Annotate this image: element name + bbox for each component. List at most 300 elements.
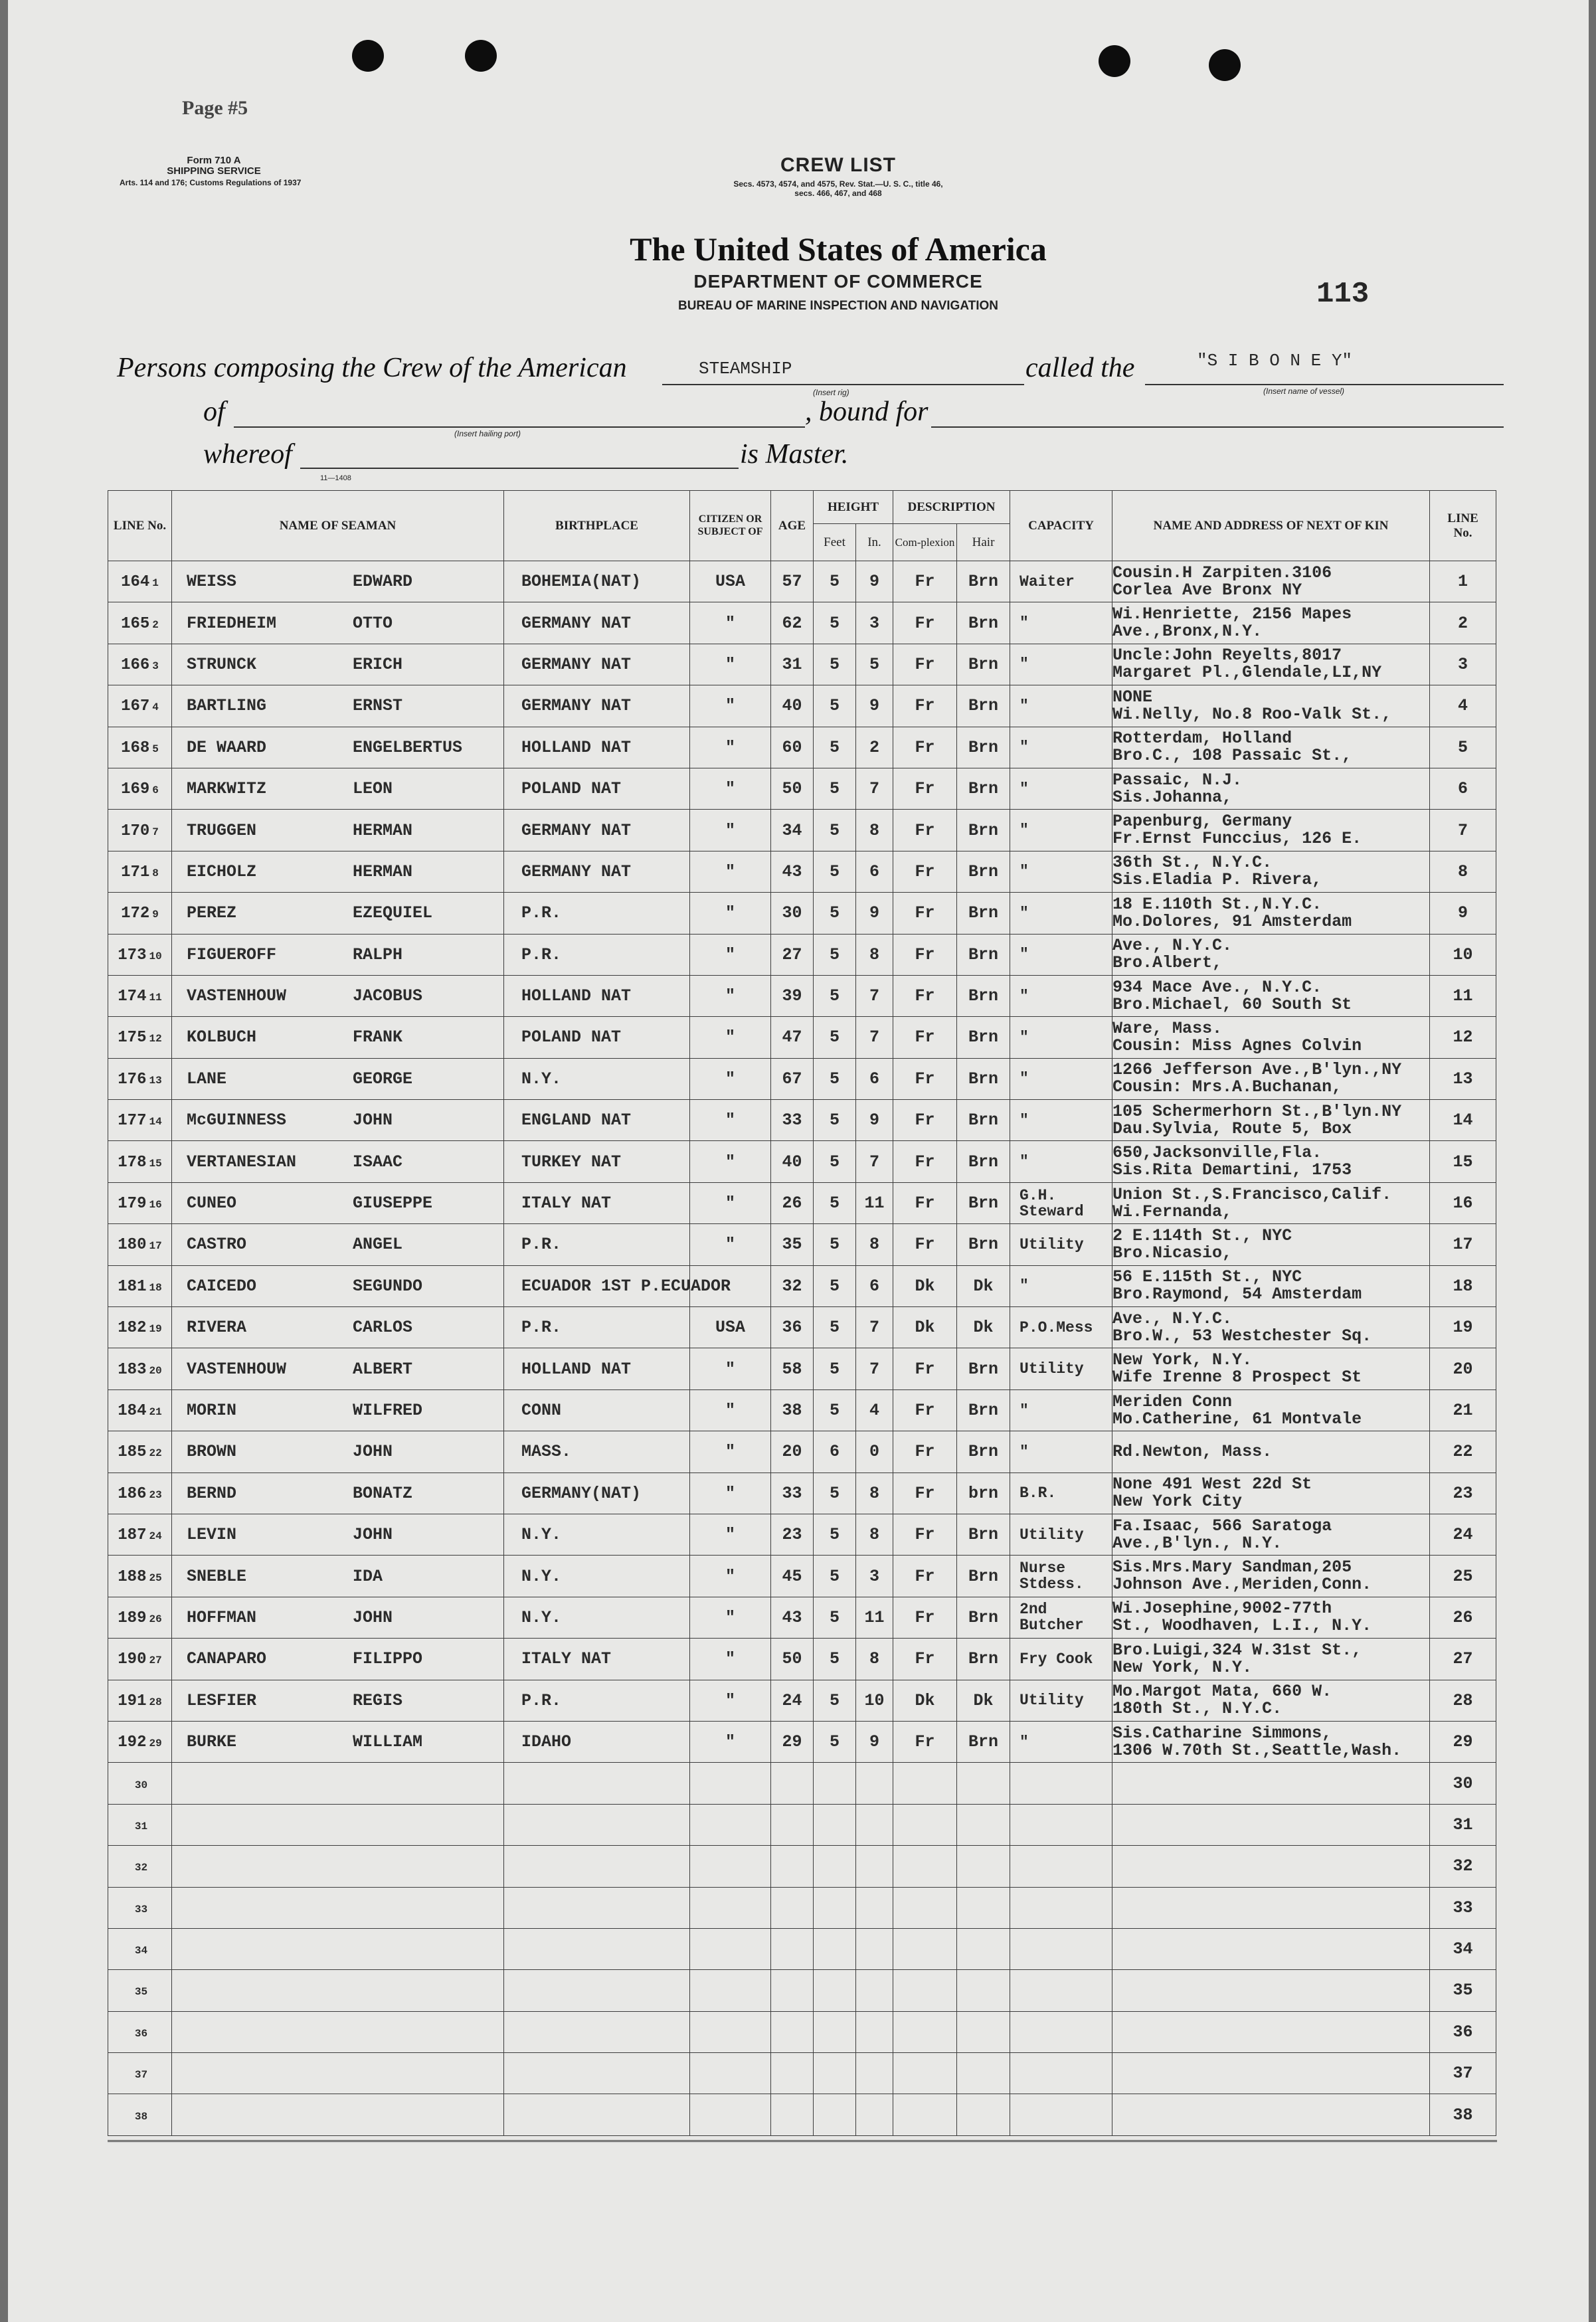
next-of-kin-cell	[1112, 2053, 1430, 2094]
seaman-number: 191	[118, 1692, 147, 1710]
next-of-kin-cell	[1112, 1597, 1430, 1638]
seaman-name-cell	[172, 2053, 504, 2094]
next-of-kin-line-2: Bro.Nicasio,	[1112, 1243, 1233, 1263]
seaman-given-name: WILLIAM	[353, 1732, 423, 1752]
seaman-surname: CANAPARO	[187, 1649, 267, 1669]
seaman-given-name: ANGEL	[353, 1235, 403, 1255]
line-number: 13	[149, 1074, 162, 1087]
seaman-number: 186	[118, 1484, 147, 1503]
line-number-cell	[108, 685, 172, 727]
seaman-surname: MORIN	[187, 1401, 237, 1420]
bound-for-label: , bound for	[805, 397, 929, 427]
height-inches-cell: 9	[856, 685, 893, 727]
citizen-cell: "	[690, 1556, 771, 1597]
height-inches-cell: 5	[856, 644, 893, 685]
birthplace-cell: P.R.	[504, 1307, 690, 1348]
line-number-right: 6	[1430, 768, 1496, 809]
line-number-cell	[108, 1265, 172, 1306]
line-number-cell	[108, 1431, 172, 1473]
height-feet-cell	[814, 1928, 856, 1969]
line-number: 21	[149, 1406, 162, 1418]
next-of-kin-cell	[1112, 1100, 1430, 1141]
line-number: 23	[149, 1488, 162, 1501]
seaman-name-cell	[172, 2011, 504, 2052]
table-row	[108, 810, 1496, 851]
citizen-cell: "	[690, 1721, 771, 1762]
next-of-kin-cell	[1112, 768, 1430, 809]
col-hair: Hair	[957, 524, 1010, 561]
capacity-cell	[1010, 1846, 1112, 1887]
line-number: 32	[134, 1862, 148, 1874]
seaman-number: 189	[118, 1609, 147, 1627]
line-number: 8	[152, 867, 159, 879]
page-label: Page #5	[182, 97, 248, 119]
seaman-number: 167	[121, 697, 150, 716]
capacity-cell: B.R.	[1010, 1473, 1112, 1514]
seaman-number: 181	[118, 1277, 147, 1296]
birthplace-cell	[504, 2094, 690, 2135]
seaman-number: 165	[121, 614, 150, 633]
seaman-number: 172	[121, 905, 150, 923]
age-cell: 38	[771, 1389, 814, 1431]
punch-hole	[352, 40, 384, 72]
table-row	[108, 934, 1496, 975]
height-inches-cell: 11	[856, 1182, 893, 1223]
height-feet-cell	[814, 1970, 856, 2011]
table-row	[108, 1804, 1496, 1845]
complexion-cell: Fr	[893, 810, 957, 851]
col-height: HEIGHT	[814, 491, 893, 524]
next-of-kin-cell	[1112, 1928, 1430, 1969]
seaman-surname: KOLBUCH	[187, 1027, 257, 1047]
age-cell: 40	[771, 1141, 814, 1182]
complexion-cell: Fr	[893, 1597, 957, 1638]
height-inches-cell: 7	[856, 1141, 893, 1182]
line-number-right: 14	[1430, 1100, 1496, 1141]
next-of-kin-cell	[1112, 1224, 1430, 1265]
birthplace-cell: GERMANY NAT	[504, 810, 690, 851]
complexion-cell: Fr	[893, 975, 957, 1016]
height-feet-cell: 5	[814, 1058, 856, 1099]
seaman-name-cell	[172, 1141, 504, 1182]
seaman-given-name: ALBERT	[353, 1359, 413, 1379]
capacity-cell: "	[1010, 975, 1112, 1016]
capacity-cell: "	[1010, 685, 1112, 727]
seaman-number: 171	[121, 863, 150, 881]
next-of-kin-cell	[1112, 1639, 1430, 1680]
height-feet-cell: 5	[814, 1597, 856, 1638]
height-feet-cell: 5	[814, 1389, 856, 1431]
seaman-name-cell	[172, 1017, 504, 1058]
citizen-cell: "	[690, 1514, 771, 1555]
next-of-kin-line-1: Wi.Henriette, 2156 Mapes	[1112, 604, 1352, 624]
complexion-cell	[893, 1846, 957, 1887]
hair-cell	[957, 2011, 1010, 2052]
col-name: NAME OF SEAMAN	[172, 491, 504, 561]
next-of-kin-line-2: 1306 W.70th St.,Seattle,Wash.	[1112, 1740, 1402, 1760]
next-of-kin-line-2: Bro.Michael, 60 South St	[1112, 994, 1352, 1014]
next-of-kin-line-1: 934 Mace Ave., N.Y.C.	[1112, 977, 1322, 997]
line-number-right: 17	[1430, 1224, 1496, 1265]
height-inches-cell	[856, 1970, 893, 2011]
height-inches-cell	[856, 1804, 893, 1845]
next-of-kin-line-2: Bro.W., 53 Westchester Sq.	[1112, 1326, 1372, 1346]
line-number-cell	[108, 1721, 172, 1762]
line-number: 11	[149, 992, 162, 1004]
vessel-hint: (Insert name of vessel)	[1263, 387, 1345, 396]
hair-cell: Brn	[957, 1639, 1010, 1680]
next-of-kin-line-2: Mo.Dolores, 91 Amsterdam	[1112, 911, 1352, 931]
capacity-cell: G.H. Steward	[1010, 1182, 1112, 1223]
capacity-cell: "	[1010, 1017, 1112, 1058]
line-number-right: 21	[1430, 1389, 1496, 1431]
col-line-no: LINE No.	[108, 491, 172, 561]
capacity-cell: "	[1010, 1100, 1112, 1141]
citizen-cell	[690, 2053, 771, 2094]
line-number: 7	[152, 826, 159, 838]
next-of-kin-cell	[1112, 1141, 1430, 1182]
age-cell	[771, 1887, 814, 1928]
seaman-surname: EICHOLZ	[187, 861, 257, 881]
citizen-cell: "	[690, 851, 771, 892]
next-of-kin-line-1: Bro.Luigi,324 W.31st St.,	[1112, 1640, 1362, 1660]
col-complexion: Com-plexion	[893, 524, 957, 561]
seaman-given-name: OTTO	[353, 613, 393, 633]
form-service: SHIPPING SERVICE	[167, 165, 261, 177]
next-of-kin-line-1: Ave., N.Y.C.	[1112, 936, 1233, 956]
birthplace-cell: ENGLAND NAT	[504, 1100, 690, 1141]
rig-hint: (Insert rig)	[813, 388, 849, 397]
col-citizen: CITIZEN OR SUBJECT OF	[690, 491, 771, 561]
hair-cell: Brn	[957, 1597, 1010, 1638]
height-inches-cell: 8	[856, 934, 893, 975]
next-of-kin-cell	[1112, 1473, 1430, 1514]
hair-cell: Brn	[957, 1182, 1010, 1223]
height-inches-cell: 6	[856, 1265, 893, 1306]
line-number: 35	[134, 1986, 148, 1999]
next-of-kin-line-1: 2 E.114th St., NYC	[1112, 1225, 1292, 1245]
capacity-cell: "	[1010, 810, 1112, 851]
citizen-cell	[690, 2094, 771, 2135]
next-of-kin-line-1: Union St.,S.Francisco,Calif.	[1112, 1184, 1392, 1204]
seaman-given-name: JACOBUS	[353, 986, 423, 1006]
complexion-cell: Fr	[893, 1141, 957, 1182]
col-age: AGE	[771, 491, 814, 561]
height-feet-cell: 5	[814, 1473, 856, 1514]
seaman-name-cell	[172, 851, 504, 892]
port-underline	[234, 426, 805, 428]
next-of-kin-cell	[1112, 810, 1430, 851]
citizen-cell	[690, 1846, 771, 1887]
whereof-label: whereof	[203, 439, 292, 470]
next-of-kin-line-2: New York City	[1112, 1492, 1243, 1512]
line-number-cell	[108, 1141, 172, 1182]
age-cell: 31	[771, 644, 814, 685]
line-number-right: 31	[1430, 1804, 1496, 1845]
line-number-right: 9	[1430, 893, 1496, 934]
form-title-block	[606, 154, 1071, 198]
next-of-kin-line-2: Wi.Fernanda,	[1112, 1202, 1233, 1221]
line-number-right: 18	[1430, 1265, 1496, 1306]
height-inches-cell: 4	[856, 1389, 893, 1431]
height-inches-cell	[856, 1846, 893, 1887]
birthplace-cell: N.Y.	[504, 1597, 690, 1638]
capacity-cell: 2nd Butcher	[1010, 1597, 1112, 1638]
line-number-cell	[108, 2011, 172, 2052]
seaman-given-name: ENGELBERTUS	[353, 737, 463, 757]
complexion-cell	[893, 1887, 957, 1928]
next-of-kin-line-2: Mo.Catherine, 61 Montvale	[1112, 1409, 1362, 1429]
seaman-given-name: GIUSEPPE	[353, 1194, 433, 1213]
birthplace-cell: P.R.	[504, 1680, 690, 1721]
next-of-kin-cell	[1112, 1058, 1430, 1099]
seaman-number: 185	[118, 1443, 147, 1462]
birthplace-cell	[504, 1804, 690, 1845]
line-number-right: 3	[1430, 644, 1496, 685]
hair-cell: Dk	[957, 1265, 1010, 1306]
height-feet-cell	[814, 1804, 856, 1845]
age-cell: 47	[771, 1017, 814, 1058]
port-hint: (Insert hailing port)	[454, 429, 521, 438]
next-of-kin-line-2: Wi.Nelly, No.8 Roo-Valk St.,	[1112, 704, 1392, 724]
next-of-kin-cell	[1112, 644, 1430, 685]
table-row	[108, 561, 1496, 602]
height-inches-cell	[856, 1763, 893, 1804]
next-of-kin-line-1: Mo.Margot Mata, 660 W.	[1112, 1682, 1332, 1702]
hair-cell	[957, 1846, 1010, 1887]
line-number-cell	[108, 768, 172, 809]
complexion-cell: Fr	[893, 1348, 957, 1389]
complexion-cell: Fr	[893, 602, 957, 644]
seaman-name-cell	[172, 561, 504, 602]
line-number: 2	[152, 618, 159, 631]
capacity-cell: Utility	[1010, 1224, 1112, 1265]
next-of-kin-line-1: 650,Jacksonville,Fla.	[1112, 1143, 1322, 1163]
next-of-kin-line-2: Bro.Albert,	[1112, 953, 1223, 973]
seaman-surname: RIVERA	[187, 1318, 247, 1338]
hair-cell: Brn	[957, 1141, 1010, 1182]
seaman-name-cell	[172, 934, 504, 975]
height-feet-cell	[814, 1763, 856, 1804]
capacity-cell: "	[1010, 727, 1112, 768]
height-feet-cell: 5	[814, 810, 856, 851]
line-number-right: 38	[1430, 2094, 1496, 2135]
department-heading: DEPARTMENT OF COMMERCE	[693, 271, 983, 292]
age-cell: 67	[771, 1058, 814, 1099]
line-number-cell	[108, 810, 172, 851]
hair-cell: Brn	[957, 810, 1010, 851]
seaman-given-name: EDWARD	[353, 572, 413, 592]
capacity-cell: "	[1010, 934, 1112, 975]
line-number-cell	[108, 1928, 172, 1969]
citizen-cell: "	[690, 727, 771, 768]
birthplace-cell: CONN	[504, 1389, 690, 1431]
next-of-kin-line-1: NONE	[1112, 687, 1153, 707]
height-feet-cell: 5	[814, 768, 856, 809]
line-number-cell	[108, 1680, 172, 1721]
age-cell	[771, 1804, 814, 1845]
birthplace-cell: GERMANY NAT	[504, 602, 690, 644]
seaman-name-cell	[172, 1928, 504, 1969]
seaman-surname: HOFFMAN	[187, 1607, 257, 1627]
birthplace-cell: GERMANY NAT	[504, 851, 690, 892]
height-inches-cell: 9	[856, 1721, 893, 1762]
capacity-cell: "	[1010, 644, 1112, 685]
next-of-kin-line-1: Fa.Isaac, 566 Saratoga	[1112, 1516, 1332, 1536]
next-of-kin-line-1: Uncle:John Reyelts,8017	[1112, 646, 1342, 666]
age-cell: 50	[771, 1639, 814, 1680]
hair-cell: Brn	[957, 851, 1010, 892]
line-number-cell	[108, 934, 172, 975]
height-inches-cell: 0	[856, 1431, 893, 1473]
complexion-cell: Fr	[893, 644, 957, 685]
height-inches-cell: 10	[856, 1680, 893, 1721]
height-inches-cell: 3	[856, 602, 893, 644]
is-master-label: is Master.	[740, 439, 849, 470]
line-number-right: 30	[1430, 1763, 1496, 1804]
next-of-kin-cell	[1112, 1763, 1430, 1804]
line-number-right: 37	[1430, 2053, 1496, 2094]
line-number-right: 19	[1430, 1307, 1496, 1348]
height-inches-cell: 8	[856, 1473, 893, 1514]
line-number-right: 12	[1430, 1017, 1496, 1058]
birthplace-cell: HOLLAND NAT	[504, 975, 690, 1016]
line-number: 14	[149, 1116, 162, 1128]
age-cell	[771, 2053, 814, 2094]
age-cell: 26	[771, 1182, 814, 1223]
birthplace-cell: P.R.	[504, 934, 690, 975]
seaman-name-cell	[172, 1389, 504, 1431]
line-number-cell	[108, 1182, 172, 1223]
next-of-kin-cell	[1112, 1389, 1430, 1431]
line-number-right: 32	[1430, 1846, 1496, 1887]
seaman-given-name: RALPH	[353, 944, 403, 964]
seaman-number: 190	[118, 1651, 147, 1669]
seaman-surname: LANE	[187, 1069, 227, 1089]
bureau-heading: BUREAU OF MARINE INSPECTION AND NAVIGATION	[677, 299, 999, 313]
table-row	[108, 1721, 1496, 1762]
capacity-cell: "	[1010, 851, 1112, 892]
age-cell: 39	[771, 975, 814, 1016]
capacity-cell: "	[1010, 893, 1112, 934]
next-of-kin-cell	[1112, 685, 1430, 727]
complexion-cell: Fr	[893, 1017, 957, 1058]
line-number-right: 20	[1430, 1348, 1496, 1389]
line-number-cell	[108, 1556, 172, 1597]
seaman-number: 192	[118, 1734, 147, 1752]
hair-cell	[957, 2094, 1010, 2135]
table-row	[108, 2094, 1496, 2135]
capacity-cell	[1010, 2094, 1112, 2135]
form-statutes-2: secs. 466, 467, and 468	[794, 189, 882, 198]
line-number-cell	[108, 1100, 172, 1141]
line-number-cell	[108, 2094, 172, 2135]
citizen-cell	[690, 1928, 771, 1969]
complexion-cell: Fr	[893, 561, 957, 602]
line-number-right: 29	[1430, 1721, 1496, 1762]
next-of-kin-cell	[1112, 1182, 1430, 1223]
complexion-cell	[893, 1970, 957, 2011]
line-number: 25	[149, 1571, 162, 1584]
seaman-given-name: ERICH	[353, 654, 403, 674]
age-cell: 45	[771, 1556, 814, 1597]
height-feet-cell: 5	[814, 1680, 856, 1721]
line-number: 28	[149, 1696, 162, 1708]
next-of-kin-line-2: Margaret Pl.,Glendale,LI,NY	[1112, 663, 1382, 683]
height-inches-cell: 8	[856, 1514, 893, 1555]
height-feet-cell: 5	[814, 1182, 856, 1223]
line-number-cell	[108, 851, 172, 892]
complexion-cell: Dk	[893, 1307, 957, 1348]
age-cell: 23	[771, 1514, 814, 1555]
height-inches-cell: 7	[856, 768, 893, 809]
hair-cell: Dk	[957, 1680, 1010, 1721]
seaman-surname: CAICEDO	[187, 1276, 257, 1296]
age-cell: 62	[771, 602, 814, 644]
capacity-cell	[1010, 1887, 1112, 1928]
citizen-cell: "	[690, 1597, 771, 1638]
line-number: 24	[149, 1530, 162, 1543]
next-of-kin-line-1: Rotterdam, Holland	[1112, 729, 1292, 749]
form-number-block	[121, 155, 307, 177]
table-row	[108, 1639, 1496, 1680]
seaman-name-cell	[172, 727, 504, 768]
citizen-cell: "	[690, 934, 771, 975]
master-underline	[300, 468, 739, 469]
next-of-kin-cell	[1112, 893, 1430, 934]
next-of-kin-cell	[1112, 1017, 1430, 1058]
seaman-number: 174	[118, 988, 147, 1006]
line-number-right: 1	[1430, 561, 1496, 602]
citizen-cell: "	[690, 975, 771, 1016]
crew-table	[108, 490, 1496, 2136]
next-of-kin-line-1: New York, N.Y.	[1112, 1350, 1253, 1370]
seaman-number: 188	[118, 1567, 147, 1586]
capacity-cell	[1010, 1928, 1112, 1969]
seaman-name-cell	[172, 1597, 504, 1638]
form-regulations: Arts. 114 and 176; Customs Regulations of 1937	[120, 178, 302, 187]
table-row	[108, 1389, 1496, 1431]
next-of-kin-cell	[1112, 1556, 1430, 1597]
line-number-cell	[108, 1597, 172, 1638]
next-of-kin-cell	[1112, 1804, 1430, 1845]
seaman-surname: CUNEO	[187, 1194, 237, 1213]
vessel-underline	[1145, 384, 1504, 385]
next-of-kin-cell	[1112, 1846, 1430, 1887]
hair-cell: Brn	[957, 1514, 1010, 1555]
citizen-cell: "	[690, 685, 771, 727]
hair-cell: Brn	[957, 1431, 1010, 1473]
citizen-cell: "	[690, 1017, 771, 1058]
next-of-kin-line-1: Cousin.H Zarpiten.3106	[1112, 563, 1332, 582]
hair-cell: Brn	[957, 1721, 1010, 1762]
line-number-right: 33	[1430, 1887, 1496, 1928]
seaman-given-name: CARLOS	[353, 1318, 413, 1338]
next-of-kin-cell	[1112, 1431, 1430, 1473]
punch-hole	[1209, 49, 1241, 81]
line-number-cell	[108, 1970, 172, 2011]
line-number: 17	[149, 1240, 162, 1253]
height-inches-cell	[856, 2053, 893, 2094]
seaman-name-cell	[172, 1307, 504, 1348]
seaman-surname: BARTLING	[187, 696, 267, 716]
called-the-label: called the	[1025, 353, 1135, 383]
next-of-kin-cell	[1112, 1721, 1430, 1762]
line-number-right: 2	[1430, 602, 1496, 644]
seaman-number: 184	[118, 1402, 147, 1420]
next-of-kin-line-2: Fr.Ernst Funccius, 126 E.	[1112, 829, 1362, 849]
height-feet-cell: 5	[814, 685, 856, 727]
